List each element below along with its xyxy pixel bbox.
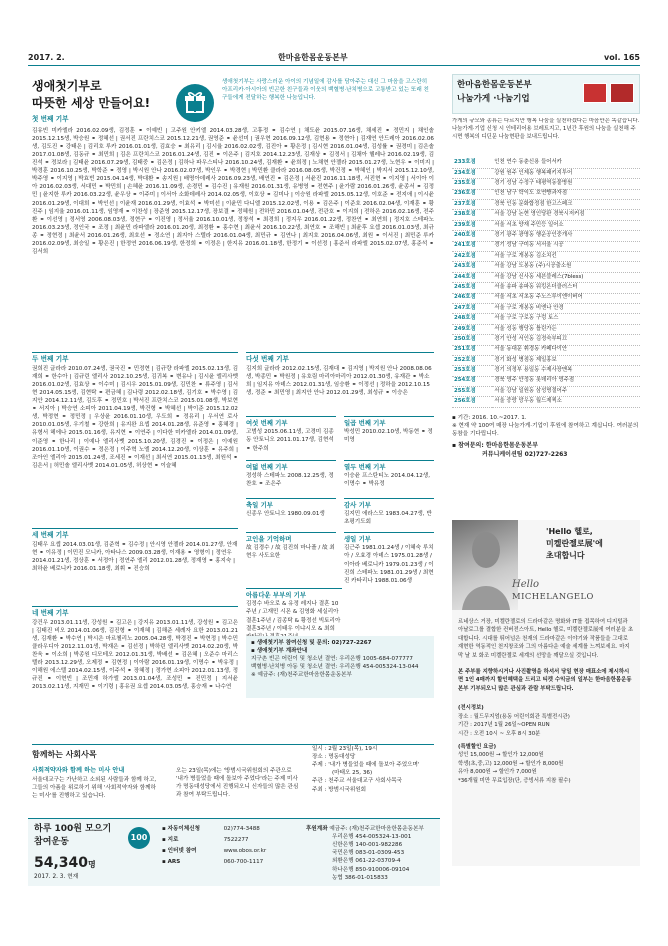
first-donation-title: 첫 번째 기부 (32, 115, 69, 123)
couple-donation-list: 김정수 바오로 & 유정 레지나 결혼 10주년 / 고재민 시몬 & 김영화 세실리아 결혼1주년 / 김종탁 & 황정선 빅토리아 결혼3주년 / 이태우 이냐시오 & 최희 (246, 601, 341, 632)
thanks-donation-section (344, 498, 434, 528)
info-account-holder: ※ 예금주: (재)천주교한마음한몸운동본부 (251, 672, 352, 679)
store-name: 서울 강남 도봉동 (주)시공출소원 (494, 263, 572, 270)
campaign-intro: 생애첫기부는 사랑스러운 아이의 기념일에 감사를 담아주는 대신 그 마음을 고스란히 아프리카·아시아의 빈곤한 친구들과 이웃의 백혈병·난치병으로 고통받고 있는 또래 친구들에게 전달하는 행복한 나눔입니다. (222, 79, 429, 102)
donation-method: ▪ 인터넷 참여 www.obos.or.kr (162, 848, 267, 854)
store-row (452, 262, 640, 272)
price-adult: 성인 15,000원 → 할인가 12,000원 (458, 752, 544, 759)
social-pastoral-section (32, 744, 434, 816)
feast-donation-list: 신종우 안토니오 1980.09.01생 (246, 511, 325, 518)
store-name: 서울 구로 개봉동 비엔나 안경 (494, 304, 564, 311)
sixth-donation-title: 여섯 번째 기부 (246, 419, 288, 427)
first-donation-list: 김유빈 미카엘라 2016.02.09생, 김정훈 ⚭ 이예빈 | 고주원 안키엘 2014.03.28생, 고휴정 ⚭ 김수연 | 채도윤 2015.07.16생, 채세진 ⚭ 정민지 | 채인솔 2015.12.15생, 박승원 ⚭ 정혜선 | 권서진 프란치스코 2015.12.21생, 권영준 ⚭ 윤선미 | 권우현 2016.09.12생, 김현용 ⚭ 정현아 | 김재연 안드레아 2016.02.06생, 김도진 ⚭ 강태은 | 김리호 루카 2016.01.01생, 김효승 ⚭ 최유리 | 김시율 2016.02.02생, 김진아 ⚭ 황은정 | 김시현 2016.01.04생, 김성률 ⚭ 권경미 | 김은솔 2017.01.08생, 김동규 ⚭ 최민희 | 김은 프란치스코 2016.01.24생, 김진 ⚭ 이은주 | 김지호 2014.12.23생, 김재상 ⚭ 김정서 | 김채아 헬레나 2016.02.19생, 김진석 ⚭ 정보라 | 김태윤 2016.07.29생, 김태중 ⚭ 김은정 | 김하나 파우스티나 2016.10.24생, 김재환 ⚭ 윤희정 | 노채현 안젤라 2015.01.27생, 노현우 ⚭ 이미지 | 박경훈 2016.10.25생, 박학준 ⚭ 정영 | 박시원 안나 2016.02.07생, 박인우 ⚭ 박경현 | 박민환 클라라 2016.08.05생, 박건정 ⚭ 박혜인 | 박지서 2015.12.10생, 박주영 ⚭ 이지영 | 박효빈 2015.04.14생, 박대환 ⚭ 송지원 | 배명아데레사 2016.09.23생, 배연진 ⚭ 김은정 | 서윤진 2016.11.18생, 서진현 ⚭ 이지영 | 서이아 이아 2016.02.03생, 서대민 ⚭ 박민희 | 손혜윤 2016.11.09생, 손경민 ⚭ 김수진 | 유재원 2016.01.31생, 유병영 ⚭ 전현주 | 윤가람 2016.01.26생, 윤종서 ⚭ 김정민 | 윤지한 루카 2016.03.22생, 윤우상 ⚭ 이주미 | 이서아 소화데레사 2014.02.05생, 이호상 ⚭ 김미나 | 이승원 라파엘 2015.05.12생, 이호준 ⚭ 전지애 | 이시윤 2016.01.29생, 이대희 ⚭ 박인선 | 이윤재 2016.01.29생, 이효석 ⚭ 박미선 | 이윤민 다니엘 2015.12.02생, 이용 ⚭ 김은주 | 이준호 2016.02.04생, 이재훈 ⚭ 황진주 | 임지율 2016.01.11생, 임영재 ⚭ 이찬성 | 장준영 2015.12.17생, 장보결 ⚭ 정혜원 | 전하민 2016.01.04생, 전관호 ⚭ 이지희 | 전하은 2016.02.16생, 전주환 ⚭ 이선영 | 정서영 2006.08.03생, 정현구 ⚭ 이진영 | 정서율 2016.10.01생, 정창석 ⚭ 최경희 | 정지우 2016.01.22생, 정찬연 ⚭ 최연희 | 정지호 스테파노 2016.03.23생, 정인국 ⚭ 조정 | 최윤민 라파엘라 2016.01.20생, 최정환 ⚭ 홍수현 | 최윤서 2016.10.22생, 최연호 ⚭ 조해빈 | 최윤후 요셉 2016.01.03생, 최규종 ⚭ 정현정 | 최윤서 2016.01.26생, 최호선 ⚭ 정소연 | 최지아 스텔라 2016.01.04생, 최민규 ⚭ 김연나 | 최지호 2016.04.06생, 최원 ⚭ 이서진 | 최민준 루카 2016.02.09생, 최승일 ⚭ 황은진 | 한정연 2016.06.19생, 한정희 ⚭ 이정은 | 한지유 2016.01.18생, 한정기 ⚭ 이선정 | 홍준서 라파엘 2015.02.07생, 홍준석 ⚭ 김서희 (32, 127, 434, 256)
store-number: 242호점 (454, 252, 476, 259)
store-row (452, 387, 640, 397)
method-value[interactable]: www.obos.or.kr (223, 848, 267, 854)
store-row (452, 252, 640, 262)
store-name: 인천 연수 동춘신용 들어서카 (494, 159, 562, 166)
feast-donation-section (246, 498, 336, 528)
store-number: 235호점 (454, 180, 476, 187)
donation-title1: 하루 100원 모으기 (34, 824, 112, 834)
eighth-donation-section (246, 460, 336, 494)
fifth-donation-list: 김지희 글라라 2012.02.15생, 김재대 ⚭ 김지영 | 박지원 안나 2008.08.06생, 박종민 ⚭ 박원정 | 유호림 마리아마리아 2012.01.30생, 유재관 ⚭ 박소희 | 임지유 아녜스 2012.01.31생, 임승환 ⚭ 이정선 | 정하을 2012.10.15생, 정준 ⚭ 최민영 | 최지안 안나 2012.01.29생, 최성규 ⚭ 이승은 (246, 365, 432, 396)
store-table (452, 158, 640, 408)
social-mass-details (312, 745, 434, 794)
twelfth-donation-title: 열두 번째 기부 (344, 463, 386, 471)
birthday-donation-title: 생일 기부 (344, 535, 371, 543)
method-value: 7522277 (223, 837, 249, 843)
accounts-list (306, 833, 436, 882)
store-row (452, 231, 640, 241)
mass-organizer: 주관 : 천주교 서울대교구 사회사목국 (312, 778, 403, 785)
info-apply-line: ▪ 생애첫기부 참여신청 및 문의: 02)727-2267 (251, 640, 372, 646)
store-number: 256호점 (454, 398, 476, 405)
second-donation-list: 권희진 글라라 2010.07.24생, 권국진 ⚭ 민정현 | 김규량 라파엘 2015.02.13생, 김재희 ⚭ 한수아 | 김규린 엘리사 2012.10.25생, 김귀복 ⚭ 변유나 | 김시윤 엘리사벳 2016.01.02생, 김효상 ⚭ 이수미 | 김시우 2015.01.09생, 김민찬 ⚭ 류주영 | 김서현 2014.05.15생, 김현탁 ⚭ 편금혜 | 김나령 2012.02.18생, 김기호 ⚭ 박수영 | 김지안 2014.12.11생, 김도후 ⚭ 정민호 | 박서진 프란치스코 2015.01.08생, 박보현 ⚭ 서지아 | 박승연 소피아 2011.04.19생, 박건형 ⚭ 박혜선 | 박이준 2015.12.02생, 박정현 ⚭ 정민정 | 우상윤 2016.01.10생, 우도희 ⚭ 정유리 | 우서연 로사 2010.01.05생, 우기철 ⚭ 강한희 | 유지완 요셉 2014.01.28생, 유준영 ⚭ 홍혜경 | 유형서 헤에나 2015.01.16생, 유지현 ⚭ 이연주 | 이다한 미카엘라 2014.01.09생, 이준영 ⚭ 한나리 | 이예나 엘리사벳 2015.10.20생, 김경진 ⚭ 이정은 | 이예원 2016.01.10생, 이권수 ⚭ 정은정 | 이주혁 노엘 2014.12.20생, 이상훈 ⚭ 유주희 | 조아인 엘리아 2015.01.24생, 조세진 ⚭ 이재선 | 최서연 2015.01.13생, 최원석 ⚭ 김은서 | 허민솔 엘리사벳 2014.01.05생, 허상현 ⚭ 이슬혜 (32, 365, 238, 469)
method-label: 지로 (167, 837, 179, 843)
donation-count-value: 54,340 (34, 855, 89, 871)
donation-method: ▪ ARS 060-700-1117 (162, 859, 264, 865)
store-number: 243호점 (454, 263, 476, 270)
store-number: 234호점 (454, 169, 476, 176)
store-row (452, 303, 640, 313)
price-child: 유아 8,000원 → 할인가 7,000원 (458, 769, 537, 776)
exhibition-info-title: (전시정보) (458, 705, 484, 711)
fifth-donation-section (246, 352, 434, 410)
account-line: 농협 386-01-015833 (332, 874, 388, 881)
store-row (452, 189, 640, 199)
store-list (452, 158, 640, 410)
donation-method: ▪ 자동이체신청 02)774-3488 (162, 826, 260, 832)
accounts-holder: 예금주: (재)천주교한마음한몸운동본부 (329, 826, 424, 832)
info-account-title: ▪ 생애첫기부 계좌안내 (251, 648, 308, 655)
second-donation-section (32, 352, 238, 524)
third-donation-section (32, 528, 238, 600)
store-notes (452, 414, 640, 476)
mass-date: 일시 : 2월 23일(목), 19시 (312, 746, 378, 752)
twelfth-donation-list: 이승윤 프스탄티노 2014.04.12생, 이명수 ⚭ 박유정 (344, 473, 430, 488)
store-row (452, 314, 640, 324)
store-name: 서울 구로 개봉동 김소치킨 (494, 252, 557, 259)
poster-title-text: MICHELANGELO (512, 591, 594, 601)
info-account-1: 지구촌 빈곤 어린이 및 청소년 결연: 우리은행 1005-684-077777 (251, 656, 413, 663)
seventh-donation-title: 일곱 번째 기부 (344, 419, 386, 427)
store-name: 경기 성남 구미동 서서울 시공 (494, 242, 564, 249)
exhibition-discount-note: 본 주부를 지향하시거나 사진촬영을 하셔서 당일 현장 매표소에 제시하시면 1인 4매까지 할인혜택을 드리고 티켓 수익금의 일부는 한마음한몸운동본부 기부되오니 많은 관심과 관람 부탁드립니다. (458, 669, 632, 692)
store-name: 경기 성남 수정구 태평역동물병원 (494, 180, 573, 187)
account-line: 국민은행 083-01-0309-453 (332, 850, 405, 857)
store-name: 서울 송파 송파동 워킹온더클러스터 (494, 283, 578, 290)
store-name: 서울 서초 서초동 주노스루이엔이버어 (494, 294, 583, 301)
store-name: 서울 강남 신사동 세븐블레스(7bless) (494, 273, 584, 280)
store-name: 인천 남구 학익도 호연빵과자점 (494, 190, 568, 197)
issue-date: 2017. 2. (28, 53, 65, 62)
store-number: 253호점 (454, 367, 476, 374)
memorial-donation-list: 故 김경수 / 故 김진희 마나플 / 故 최현우 사도요한 (246, 545, 335, 560)
campaign-title-line2: 따뜻한 세상 만들어요! (32, 96, 151, 111)
store-name: 경북 영주 안정동 롯데리아 영주점 (494, 377, 575, 384)
store-name: 서울 강남 일원동 삼성명절어주 (494, 387, 568, 394)
store-row (452, 210, 640, 220)
store-number: 236호점 (454, 190, 476, 197)
donation-date: 2017. 2. 3. 현재 (34, 874, 79, 880)
daily-100-won-section (28, 818, 440, 886)
donation-accounts (306, 825, 436, 882)
store-row (452, 397, 640, 407)
store-row (452, 158, 640, 168)
store-number: 239호점 (454, 221, 476, 228)
account-line: 외환은행 061-22-03709-4 (332, 858, 401, 865)
store-contact-phone: 커뮤니케이션팀 02)727-2263 (482, 451, 568, 459)
store-name: 경기 안성 서인동 김정숙부띠끄 (494, 335, 568, 342)
store-number: 244호점 (454, 273, 476, 280)
store-number: 251호점 (454, 346, 476, 353)
donation-count (34, 853, 96, 873)
store-number: 240호점 (454, 232, 476, 239)
exhibition-hours: 시간 : 오전 10시 ~ 오후 8시 30분 (458, 730, 541, 737)
store-contact: ▪ 참여문의: 한마음한몸운동본부 (452, 442, 538, 450)
sixth-donation-list: 고범성 2015.06.11생, 고경미 김종동 안토니오 2011.01.17생, 김현석 ⚭ 한주희 (246, 429, 334, 452)
sixth-donation-section (246, 416, 336, 456)
coin-100-icon: 100 (128, 827, 150, 849)
donation-count-unit: 명 (88, 860, 96, 869)
thanks-donation-title: 감사 기부 (344, 501, 371, 509)
method-label: 인터넷 참여 (167, 848, 197, 854)
store-number: 233호점 (454, 159, 476, 166)
price-student: 학생(초,중,고) 12,000원 → 할인가 8,000원 (458, 760, 564, 767)
mass-place: 장소 : 명동대성당 (312, 754, 356, 761)
method-label: 자동이체신청 (167, 826, 200, 832)
birthday-donation-section (344, 532, 434, 624)
account-line: 하나은행 850-910006-09104 (332, 866, 410, 873)
store-row (452, 179, 640, 189)
store-name: 서울 중랑 망우동 월드제찍소 (494, 398, 562, 405)
seventh-donation-list: 박성민 2010.02.10생, 박동현 ⚭ 정미영 (344, 429, 433, 444)
store-row (452, 272, 640, 282)
exhibition-title2: 미켈란젤로展'에 (546, 539, 603, 548)
social-mass-text: 서울대교구는 가난하고 소외된 사람들과 함께 하고, 그들의 아픔을 위로하기 위해 '사회적약자와 함께하는 미사'를 진행하고 있습니다. (32, 776, 157, 800)
thanks-donation-list: 김지민 에라스모 1983.04.27생, 반초평기도회 (344, 511, 432, 526)
accounts-label: 후원계좌 (306, 826, 328, 832)
second-donation-title: 두 번째 기부 (32, 355, 69, 363)
exhibition-title3: 초대합니다 (546, 551, 585, 560)
method-value: 060-700-1117 (223, 859, 264, 865)
poster-hello-text: Hello (512, 579, 540, 590)
page-header (28, 52, 640, 66)
memorial-donation-section (246, 532, 336, 584)
exhibition-title1: 'Hello 헬로, (546, 527, 593, 536)
store-name: 서울 서초 양재 주민등 일어소 (494, 221, 564, 228)
store-number: 254호점 (454, 377, 476, 384)
couple-donation-title: 아름다운 부부의 기부 (246, 591, 307, 599)
memorial-donation-title: 고인을 기억하며 (246, 535, 292, 543)
donation-title2: 참여운동 (34, 837, 69, 847)
exhibition-period: 기간 : 2017년 1월 26일~OPEN RUN (458, 722, 550, 729)
store-row (452, 200, 640, 210)
store-number: 255호점 (454, 387, 476, 394)
store-number: 238호점 (454, 211, 476, 218)
store-row (452, 324, 640, 334)
eighth-donation-list: 정성하 스테파노 2008.12.25생, 정찬호 ⚭ 조은주 (246, 473, 334, 488)
store-number: 246호점 (454, 294, 476, 301)
exhibition-description: 르네상스 거장, 미켈란젤로의 드라마같은 명화와 IT를 접목하여 디지털과 아날로그를 결합한 컨버전스아트, Hello 헬로, 미켈란젤로展에 여러분을 초대합니다. 시대를 뛰어넘은 천재의 드라마같은 이야기와 작품들을 그대로 재현한 역동적인 천지창조와 그의 아름다운 예술 세계를 느껴보세요. 마지막 날 보 화조 미켈란젤로 세계의 선망을 깨달으실 것입니다. (458, 619, 634, 659)
store-name: 서울 동대문 휘경동 카페다이안 (494, 346, 568, 353)
social-pastoral-title: 함께하는 사회사목 (32, 750, 97, 759)
seventh-donation-section (344, 416, 434, 456)
social-mass-info (32, 767, 160, 800)
first-donation-section (32, 115, 434, 341)
fourth-donation-title: 네 번째 기부 (32, 609, 69, 617)
store-period: ▪ 기간: 2016. 10.~2017. 1. (452, 415, 527, 421)
social-mass-detail-text: 오는 23일(목)에는 '방범시국위원회의 주관으로 '내가 병들었을 때에 돌보아 주었다'라는 주제 미사가 명동대성당에서 진행되오니 신자들의 많은 관심과 참여 부탁드립니다. (176, 768, 299, 799)
store-name: 경기 화성 병점동 제일홍보 (494, 356, 557, 363)
third-donation-list: 김태우 요셉 2014.03.01생, 김준혁 ⚭ 김수정 | 안시영 안젤라 2014.01.27생, 안재현 ⚭ 이유정 | 이민진 모니카, 아타나스 2009.03.28생, 이재용 ⚭ 영형이 | 정연우 2014.01.21생, 정상훈 ⚭ 서정아 | 정연주 엘리 2012.01.28생, 정재영 ⚭ 홍지숙 | 최하윤 베로니카 2016.01.18생, 최휘 ⚭ 진승희 (32, 541, 238, 572)
store-row (452, 283, 640, 293)
store-row (452, 168, 640, 178)
feast-donation-title: 축일 기부 (246, 501, 273, 509)
org-title: 한마음한몸운동본부 (278, 53, 348, 62)
campaign-info-box (246, 636, 434, 698)
exhibition-price-title: (특별할인 요금) (458, 743, 497, 750)
birthday-donation-list: 김근주 1981.01.24생 / 이혜숙 루치아 / 오효경 아녜스 1975.01.28생 / 이아라 베로니카 1979.01.23생 / 이진희 스테파노 1981.01.29생 / 최현진 카타리나 1988.01.06생 (344, 545, 434, 584)
store-plaque-icon (583, 83, 607, 103)
price-note: *36개월 미만 무료입장(단, 증빙서류 지참 필수) (458, 778, 571, 785)
store-name: 경기 의정부 용일동 수제사장맨복 (494, 367, 573, 374)
store-row (452, 293, 640, 303)
sharing-store-title2: 나눔가게 ·나눔기업 (457, 94, 530, 104)
store-row (452, 335, 640, 345)
store-number: 250호점 (454, 335, 476, 342)
store-name: 서울 구로 구로동 구렁 토스 (494, 315, 559, 322)
store-number: 248호점 (454, 315, 476, 322)
exhibition-info (458, 704, 634, 786)
store-number: 241호점 (454, 242, 476, 249)
store-row (452, 366, 640, 376)
store-name: 서울 성동 행당동 틀린가든 (494, 325, 557, 332)
mass-theme: 주제 : '내가 병들었을 때에 돌보아 주었으며' (312, 762, 420, 769)
sharing-store-intro: 가게의 규모와 종류는 다르지만 행복 나눔을 실천하겠다는 마음만은 똑같습니다. 나눔가게·기업 신청 시 인테리어용 브레트지고, 1년간 후원의 나눔을 실천해 주시면 행복의 디딘문 나눔현판을 보내드립니다. (452, 118, 640, 140)
sharing-store-title1: 한마음한몸운동본부 (457, 80, 532, 90)
store-number: 245호점 (454, 283, 476, 290)
statue-image (452, 520, 518, 610)
store-row (452, 241, 640, 251)
eighth-donation-title: 여덟 번째 기부 (246, 463, 288, 471)
campaign-title-line1: 생애첫기부로 (32, 79, 102, 93)
store-name: 경기 광주 광명동 행운공인중개사 (494, 232, 573, 239)
fourth-donation-section (32, 606, 238, 738)
store-note: ※ 현재 약 100여 매장 나눔가게·기업이 후원에 참여하고 계십니다. 여러분의 동참을 기다립니다. (452, 423, 639, 438)
store-row (452, 220, 640, 230)
volume-number: vol. 165 (604, 53, 640, 62)
store-number: 237호점 (454, 200, 476, 207)
mass-theme-ref: (마태오 25, 36) (332, 770, 373, 777)
fifth-donation-title: 다섯 번째 기부 (246, 355, 289, 363)
store-name: 강원 원주 인제동 행복패키지투어 (494, 169, 573, 176)
fourth-donation-list: 강건우 2013.01.11생, 강성원 ⚭ 김고은 | 강지유 2013.01.11생, 강성원 ⚭ 김고은 | 김태진 비오 2014.01.06생, 김진형 ⚭ 이재혜 | 김해준 세례자 요한 2013.01.21생, 김재환 ⚭ 박수연 | 박시은 마르첼리노 2005.04.28생, 박경진 ⚭ 박현정 | 박수민 클라우디아 2012.11.01생, 박재은 ⚭ 김선정 | 박하린 엘리사벳 2014.02.20생, 박찬욱 ⚭ 이소희 | 박종원 디모테오 2012.01.31생, 박배선 ⚭ 김은혜 | 오준수 마리스텔라 2013.12.29생, 오제정 ⚭ 김현정 | 이아람 2016.01.19생, 이명수 ⚭ 박유정 | 이해원 에스텔 2014.02.15생, 이주석 ⚭ 장혜정 | 정가현 소피아 2012.01.13생, 정규진 ⚭ 이현빈 | 조민재 하가엘 2013.01.04생, 조성민 ⚭ 진민정 | 지서윤 2013.02.11생, 지재민 ⚭ 이기령 | 홍유권 요셉 2014.03.05생, 홍승재 ⚭ 나수연 (32, 619, 238, 691)
exhibition-section (452, 520, 640, 866)
store-number: 252호점 (454, 356, 476, 363)
store-number: 249호점 (454, 325, 476, 332)
store-name: 경북 인동 문화합정점 한고스페크 (494, 200, 573, 207)
social-mass-title: 사회적약자와 함께 하는 미사 안내 (32, 767, 125, 774)
method-value: 02)774-3488 (223, 826, 260, 832)
donation-methods-list (162, 825, 292, 869)
store-row (452, 376, 640, 386)
donation-method: ▪ 지로 7522277 (162, 837, 249, 843)
account-line: 신한은행 140-001-982286 (332, 842, 403, 849)
third-donation-title: 세 번째 기부 (32, 531, 69, 539)
method-label: ARS (167, 859, 181, 865)
store-number: 247호점 (454, 304, 476, 311)
info-account-2: 백혈병·난치병 아동 및 청소년 결연: 우리은행 454-005324-13-044 (251, 664, 419, 671)
twelfth-donation-section (344, 460, 434, 494)
donation-methods (162, 825, 292, 869)
store-row (452, 345, 640, 355)
exhibition-place: 장소 : 월드무지엄(용동 어린이회관 특별전시관) (458, 713, 570, 720)
account-line: 우리은행 454-005324-13-001 (332, 834, 412, 841)
company-plaque-icon (610, 83, 634, 103)
sharing-store-header (452, 74, 640, 114)
mass-host: 주최 : 방범시국위원회 (312, 786, 367, 793)
store-name: 서울 강남 논현 영인당판 경북시저커점 (494, 211, 585, 218)
store-row (452, 355, 640, 365)
